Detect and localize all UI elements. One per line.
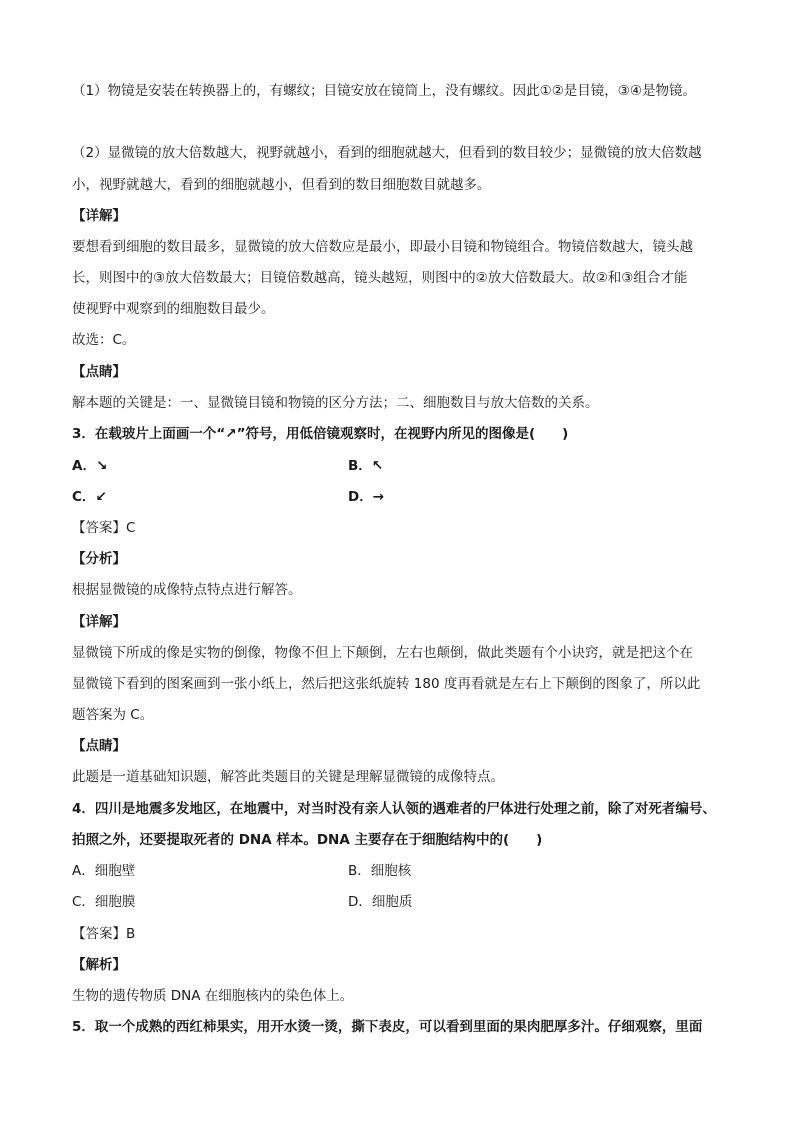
question-4-option-a: A．细胞壁: [72, 863, 136, 879]
detail-3-line3: 题答案为 C。: [72, 707, 154, 723]
question-4-option-b: B．细胞核: [348, 863, 412, 879]
paragraph-magnification-line2: 小，视野就越大，看到的细胞就越小，但看到的数目细胞数目就越多。: [72, 177, 491, 193]
detail-3-line1: 显微镜下所成的像是实物的倒像，物像不但上下颠倒，左右也颠倒，做此类题有个小诀窍，就是把这个在: [72, 645, 693, 661]
answer-4: 【答案】B: [72, 926, 136, 942]
question-3-option-d: D．→: [348, 489, 385, 505]
section-heading-parse: 【解析】: [72, 957, 126, 973]
parse-line: 生物的遗传物质 DNA 在细胞核内的染色体上。: [72, 988, 354, 1004]
section-heading-comment: 【点睛】: [72, 364, 126, 380]
question-4-line1: 4．四川是地震多发地区，在地震中，对当时没有亲人认领的遇难者的尸体进行处理之前，除了对死者编号、: [72, 801, 716, 817]
section-heading-detail: 【详解】: [72, 208, 126, 224]
question-3-option-a: A．↘: [72, 458, 108, 474]
paragraph-magnification-line1: （2）显微镜的放大倍数越大，视野就越小，看到的细胞就越大，但看到的数目较少；显微镜的放大倍数越: [72, 145, 702, 161]
choice-line: 故选：C。: [72, 332, 136, 348]
detail-line3: 使视野中观察到的细胞数目最少。: [72, 301, 275, 317]
detail-line1: 要想看到细胞的数目最多，显微镜的放大倍数应是最小，即最小目镜和物镜组合。物镜倍数越大，镜头越: [72, 239, 693, 255]
comment-line: 解本题的关键是：一、显微镜目镜和物镜的区分方法；二、细胞数目与放大倍数的关系。: [72, 395, 599, 411]
detail-line2: 长，则图中的③放大倍数最大；目镜倍数越高，镜头越短，则图中的②放大倍数最大。故②和③组合才能: [72, 270, 688, 286]
question-3: 3．在载玻片上面画一个“↗”符号，用低倍镜观察时，在视野内所见的图像是( ): [72, 426, 569, 442]
section-heading-analysis: 【分析】: [72, 551, 126, 567]
question-3-option-b: B．↖: [348, 458, 384, 474]
question-4-option-d: D．细胞质: [348, 894, 413, 910]
analysis-line: 根据显微镜的成像特点特点进行解答。: [72, 582, 302, 598]
question-4-line2: 拍照之外，还要提取死者的 DNA 样本。DNA 主要存在于细胞结构中的( ): [72, 832, 543, 848]
section-heading-detail-3: 【详解】: [72, 614, 126, 630]
question-4-option-c: C．细胞膜: [72, 894, 136, 910]
comment-3-line: 此题是一道基础知识题，解答此类题目的关键是理解显微镜的成像特点。: [72, 769, 504, 785]
answer-3: 【答案】C: [72, 520, 136, 536]
question-5: 5．取一个成熟的西红柿果实，用开水烫一烫，撕下表皮，可以看到里面的果肉肥厚多汁。仔细观察，里面: [72, 1019, 703, 1035]
detail-3-line2: 显微镜下看到的图案画到一张小纸上，然后把这张纸旋转 180 度再看就是左右上下颠倒的图象了，所以此: [72, 676, 701, 692]
question-3-option-c: C．↙: [72, 489, 107, 505]
section-heading-comment-3: 【点睛】: [72, 738, 126, 754]
paragraph-objective-eyepiece: （1）物镜是安装在转换器上的，有螺纹；目镜安放在镜筒上，没有螺纹。因此①②是目镜，③④是物镜。: [72, 83, 696, 99]
